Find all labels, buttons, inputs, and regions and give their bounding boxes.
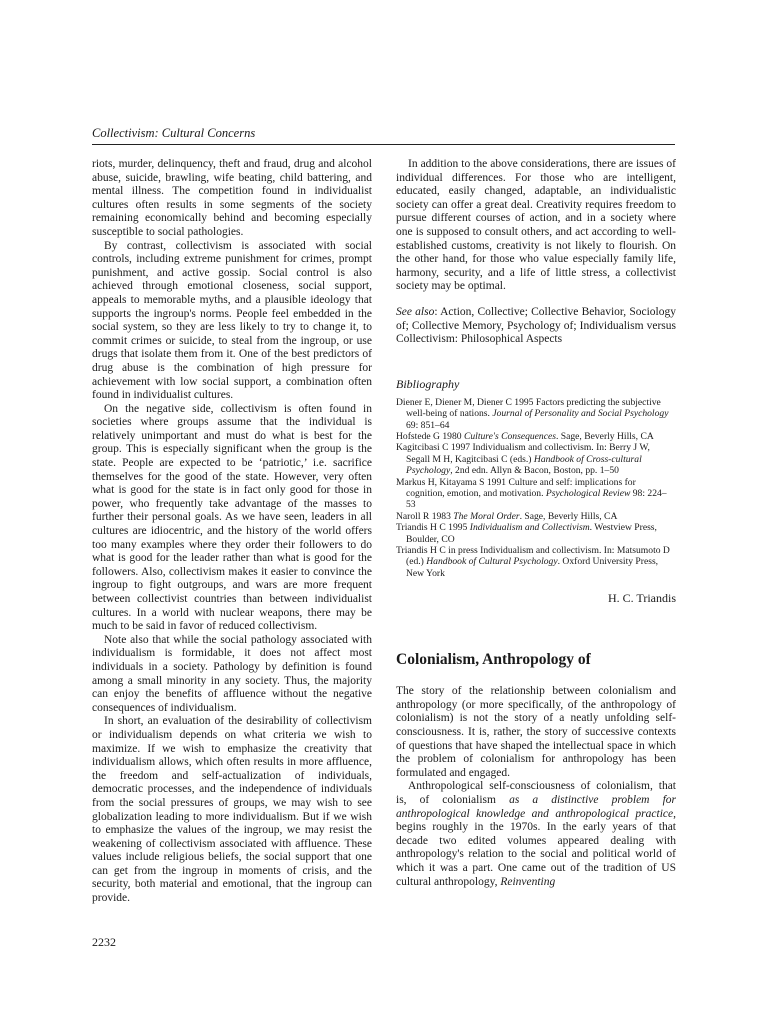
bibliography-list — [396, 397, 676, 580]
header-rule — [92, 144, 675, 145]
left-column — [92, 158, 372, 906]
section-paragraph-2: Anthropological self-consciousness of colonialism, that is, of colonialism as a distinctive problem for anthropological knowledge and anthropological practice, begins roughly in the 1970s. In the early years of that decade two edited volumes appeared dealing with anthropology's relation to the social and political world of which it was a part. One came out of the tradition of US cultural anthropology, Reinventing — [396, 780, 676, 888]
bibliography-entry: Hofstede G 1980 Culture's Consequences. Sage, Beverly Hills, CA — [396, 430, 654, 442]
bibliography-entry: Kagitcibasi C 1997 Individualism and collectivism. In: Berry J W, Segall M H, Kagitcibasi C (eds.) Handbook of Cross-cultural Psychology, 2nd edn. Allyn & Bacon, Boston, pp. 1–50 — [396, 442, 650, 477]
see-also-label: See also — [396, 305, 435, 318]
author-signature: H. C. Triandis — [607, 591, 676, 606]
bibliography-entry: Diener E, Diener M, Diener C 1995 Factors predicting the subjective well-being of nations. Journal of Personality and Social Psychology 69: 851–64 — [396, 396, 669, 431]
section-paragraph-1: The story of the relationship between colonialism and anthropology (or more specifically, of the anthropology of colonialism) is not the story of a neatly unfolding self-consciousness. It is, rather, the story of successive contexts of questions that have shaped the intellectual space in which the problem of colonialism for anthropology has been formulated and engaged. — [396, 685, 676, 779]
section-title: Colonialism, Anthropology of — [396, 651, 591, 669]
page-number: 2232 — [92, 935, 116, 949]
left-paragraph-3: On the negative side, collectivism is often found in societies where groups assume that the individual is relatively unimportant and must do what is best for the group. This is especially significant when the group is the state. People are expected to be ‘patriotic,’ i.e. sacrifice themselves for the good of the state. However, very often what is good for the state is in fact only good for those in power, who frequently take advantage of the masses to further their personal goals. As we have seen, leaders in all cultures are idiocentric, and the history of the world offers too many examples where they order their followers to do what is good for the leader rather than what is good for the followers. Also, collectivism makes it easier to convince the ingroup to fight outgroups, and wars are more frequent between collectivist countries than between individualist cultures. In a world with nuclear weapons, there may be much to be said in favor of reduced collectivism. — [92, 402, 372, 633]
left-paragraph-4: Note also that while the social pathology associated with individualism is formidable, it does not affect most individuals in a society. Pathology by definition is found among a small minority in any society. Thus, the majority can enjoy the benefits of affluence without the negative consequences of individualism. — [92, 633, 372, 714]
right-paragraph-1: In addition to the above considerations, there are issues of individual differences. For those who are intelligent, educated, easily changed, adaptable, an individualistic society can offer a great deal. Creativity requires freedom to pursue different courses of action, and in a society where one is supposed to consult others, and act according to well-established customs, creativity is not likely to flourish. On the other hand, for those who value especially family life, harmony, security, and a life of little stress, a collectivist society may be optimal. — [396, 158, 676, 293]
right-column — [396, 158, 676, 889]
left-paragraph-2: By contrast, collectivism is associated with social controls, including extreme punishment for crimes, prompt punishment, and active gossip. Social control is also achieved through emotional closeness, social support, appeals to memorable myths, and a plausible ideology that supports the ingroup's norms. People feel embedded in the social system, so they are less likely to try to change it, to commit crimes or suicide, to steal from the ingroup, or use drugs that isolate them from it. One of the best predictors of drug abuse is the combination of high pressure for achievement with low social support, a combination often found in individualist cultures. — [92, 239, 372, 402]
left-paragraph-5: In short, an evaluation of the desirability of collectivism or individualism depends on what criteria we wish to maximize. If we wish to emphasize the creativity that individualism allows, which often results in more affluence, the freedom and self-actualization of individuals, democratic processes, and the independence of individuals from the social pressures of groups, we may wish to see globalization leading to more individualism. But if we wish to emphasize the values of the ingroup, we may resist the weakening of collectivism associated with affluence. These values include religious beliefs, the social support that one can get from the ingroup in moments of crisis, and the security, both material and emotional, that the ingroup can provide. — [92, 715, 372, 905]
bibliography-heading: Bibliography — [396, 376, 460, 391]
running-head: Collectivism: Cultural Concerns — [92, 126, 256, 140]
bibliography-entry: Markus H, Kitayama S 1991 Culture and self: implications for cognition, emotion, and motivation. Psychological Review 98: 224–53 — [396, 476, 667, 511]
bibliography-entry: Triandis H C in press Individualism and collectivism. In: Matsumoto D (ed.) Handbook of Cultural Psychology. Oxford University Press, New York — [396, 545, 670, 579]
bibliography-entry: Triandis H C 1995 Individualism and Collectivism. Westview Press, Boulder, CO — [396, 522, 657, 545]
left-paragraph-1: riots, murder, delinquency, theft and fraud, drug and alcohol abuse, suicide, brawling, wife beating, child battering, and mental illness. The competition found in individualist cultures often results in some segments of the society remaining economically behind and becoming especially susceptible to social pathologies. — [92, 158, 372, 238]
see-also-links[interactable]: : Action, Collective; Collective Behavior, Sociology of; Collective Memory, Psychology of; Individualism versus Collectivism: Philosophical Aspects — [396, 305, 676, 346]
see-also — [396, 306, 676, 347]
bibliography-entry: Naroll R 1983 The Moral Order. Sage, Beverly Hills, CA — [396, 510, 618, 522]
